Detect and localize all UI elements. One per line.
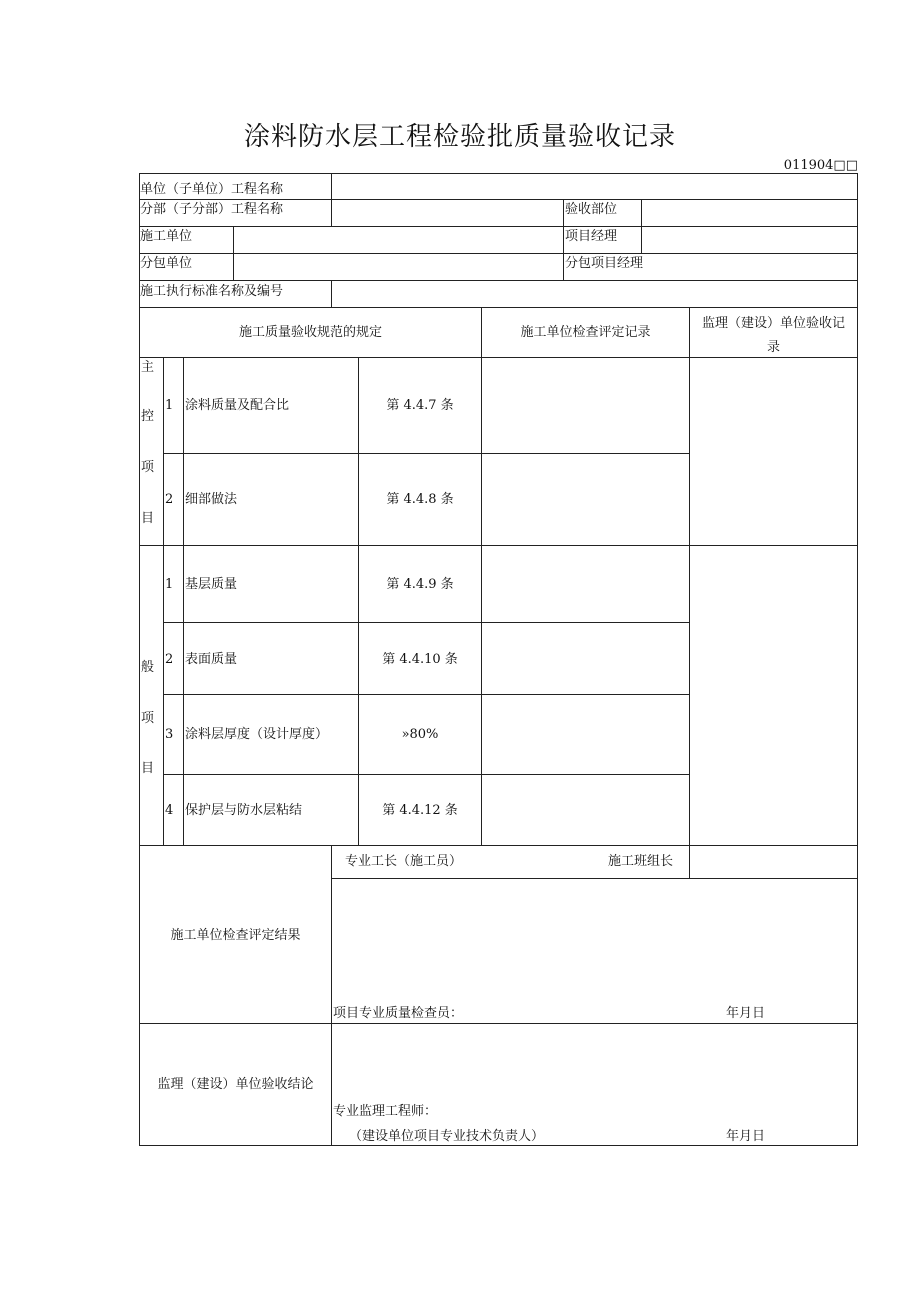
main-items-group-char: 项 [141,460,155,475]
row-divider [331,878,858,879]
general-items-group-char: 目 [141,761,155,776]
table-border-top [139,173,858,174]
col-divider [331,173,332,227]
item-number: 4 [165,803,174,818]
project-manager-label: 项目经理 [565,229,618,244]
item-clause: »80% [401,727,439,742]
form-code: 011904□□ [783,158,858,173]
col-header-supervisor-record: 监理（建设）单位验收记 [701,316,845,331]
row-divider [139,845,858,846]
col-divider [689,307,690,846]
item-number: 3 [165,727,174,742]
col-header-contractor-record: 施工单位检查评定记录 [520,325,651,340]
item-clause: 第 4.4.9 条 [386,577,454,592]
main-items-group-char: 主 [141,360,155,375]
supervisor-result-label: 监理（建设）单位验收结论 [157,1077,314,1092]
col-divider [481,307,482,846]
col-divider [563,199,564,280]
main-items-group-char: 目 [141,511,155,526]
col-header-spec: 施工质量验收规范的规定 [238,325,382,340]
row-divider [163,694,690,695]
item-name: 细部做法 [185,492,238,507]
col-divider [163,357,164,846]
item-number: 2 [165,652,174,667]
quality-inspector-label: 项目专业质量检查员： [333,1006,464,1021]
col-divider [331,845,332,1146]
col-header-supervisor-record: 录 [766,340,780,355]
col-divider [183,357,184,846]
page-title: 涂料防水层工程检验批质量验收记录 [243,122,676,152]
standard-label: 施工执行标准名称及编号 [140,284,284,299]
item-name: 保护层与防水层粘结 [185,803,303,818]
supervisor-date-label: 年月日 [726,1129,766,1144]
table-border-bottom [139,1145,858,1146]
sub-project-manager-label: 分包项目经理 [565,256,644,271]
col-divider [358,357,359,846]
acceptance-part-label: 验收部位 [565,202,618,217]
item-number: 1 [165,577,174,592]
col-divider [233,226,234,280]
row-divider [139,1023,858,1024]
item-clause: 第 4.4.8 条 [386,492,454,507]
row-divider [163,774,690,775]
subcontractor-label: 分包单位 [140,256,193,271]
item-number: 1 [165,398,174,413]
item-name: 涂料质量及配合比 [185,398,290,413]
item-clause: 第 4.4.10 条 [382,652,458,667]
contractor-label: 施工单位 [140,229,193,244]
row-divider [139,226,858,227]
row-divider [163,622,690,623]
contractor-date-label: 年月日 [726,1006,766,1021]
sub-project-label: 分部（子分部）工程名称 [140,202,284,217]
row-divider [163,453,690,454]
item-clause: 第 4.4.12 条 [382,803,458,818]
row-divider [139,357,858,358]
item-number: 2 [165,492,174,507]
item-name: 涂料层厚度（设计厚度） [185,727,329,742]
row-divider [139,253,858,254]
general-items-group-char: 项 [141,711,155,726]
table-border-right [857,173,858,1146]
row-divider [139,280,858,281]
foreman-label: 专业工长（施工员） [345,854,463,869]
col-divider [641,199,642,253]
team-leader-label: 施工班组长 [608,854,674,869]
row-divider [139,199,858,200]
general-items-group-char: 般 [141,660,155,675]
main-items-group-char: 控 [141,409,155,424]
table-border-left [139,173,140,1146]
col-divider [331,280,332,307]
col-divider [689,845,690,879]
row-divider [139,307,858,308]
unit-project-label: 单位（子单位）工程名称 [140,182,284,197]
item-name: 表面质量 [185,652,238,667]
supervising-engineer-label: 专业监理工程师： [333,1104,438,1119]
contractor-result-label: 施工单位检查评定结果 [170,928,301,943]
item-name: 基层质量 [185,577,238,592]
row-divider [139,545,858,546]
item-clause: 第 4.4.7 条 [386,398,454,413]
owner-technical-lead-label: （建设单位项目专业技术负责人） [349,1129,545,1144]
